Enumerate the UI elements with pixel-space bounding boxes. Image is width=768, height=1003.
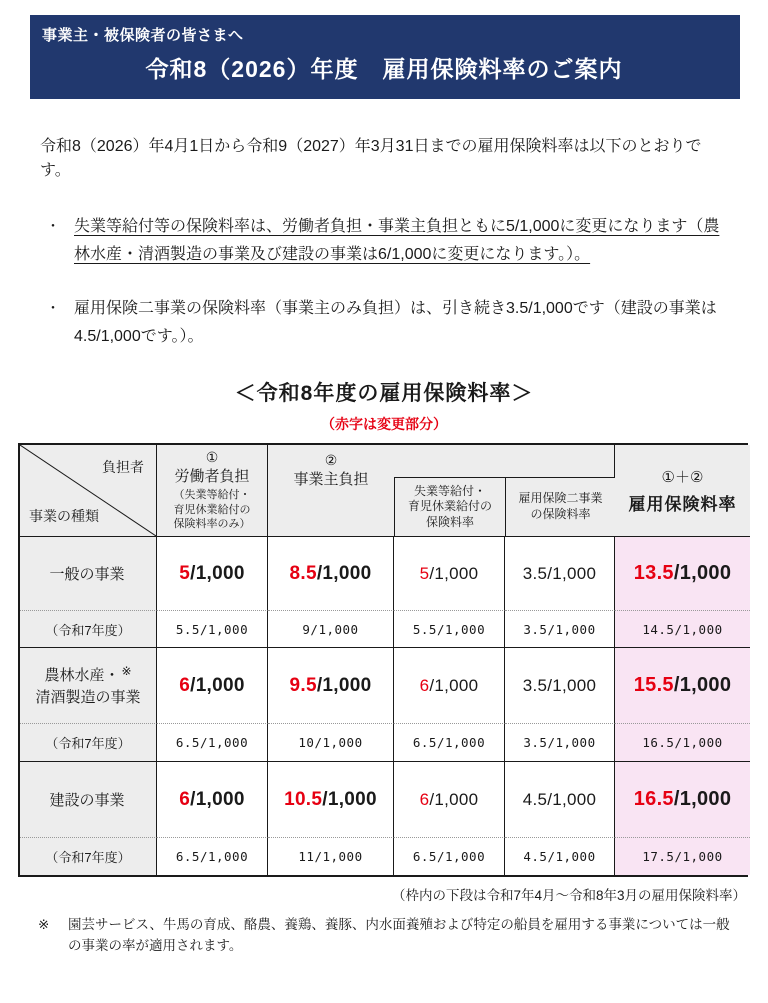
total-rate-cell [615,537,750,610]
corner-cell [20,445,157,537]
rate-numerator: 5 [419,563,430,583]
rate-denominator: /1,000 [673,788,732,811]
prev-year-label-cell: （令和7年度） [20,837,157,875]
row-label-construction [20,762,157,837]
subheader-line: 育児休業給付の [407,499,492,514]
rate-denominator: /1,000 [190,788,245,810]
two-services-rate-cell [505,648,615,723]
employer-rate-cell [268,648,394,723]
total-header-number: ①＋② [661,469,704,487]
rates-table [18,443,748,877]
worker-header-number: ① [205,449,219,466]
rate-denominator: /1,000 [673,562,732,585]
prev-total-rate-cell: 16.5/1,000 [615,723,750,762]
row-label-mark: ※ [121,663,132,678]
banner [30,15,740,99]
bullet-item [46,213,724,268]
employer-header-label: 事業主負担 [293,470,369,488]
rate-denominator: /1,000 [673,674,732,697]
bullet-marker: ・ [46,218,60,234]
benefits-rate-cell [394,648,505,723]
total-header-label: 雇用保険料率 [628,495,737,515]
subheader-line: 失業等給付・ [413,483,486,498]
prev-two-services-rate-cell: 4.5/1,000 [505,837,615,875]
prev-benefits-rate-cell: 5.5/1,000 [394,610,505,648]
rate-denominator: /1,000 [322,788,377,810]
worker-header-cell [157,445,268,537]
intro-paragraph: 令和8（2026）年4月1日から令和9（2027）年3月31日までの雇用保険料率は以下のとおりです。 [40,138,702,179]
prev-employer-rate-cell: 10/1,000 [268,723,394,762]
rate-denominator: /1,000 [316,562,372,584]
footnote-text: 園芸サービス、牛馬の育成、酪農、養鶏、養豚、内水面養殖および特定の船員を雇用する事業については一般の事業の率が適用されます。 [68,917,730,953]
prev-two-services-rate-cell: 3.5/1,000 [505,610,615,648]
prev-benefits-rate-cell: 6.5/1,000 [394,723,505,762]
total-rate-cell [615,762,750,837]
rate-denominator: /1,000 [429,563,479,583]
rate-numerator: 8.5 [289,562,317,584]
footnote-mark: ※ [38,917,50,933]
rate-value: 3.5/1,000 [522,563,597,583]
employer-header-text [268,452,394,489]
worker-header-note [174,488,251,532]
footnote [38,915,732,957]
worker-note-line: （失業等給付・ [173,489,251,502]
worker-note-line: 保険料率のみ） [173,518,251,531]
two-services-rate-cell [505,537,615,610]
employer-rate-cell [268,537,394,610]
corner-label-burden: 負担者 [102,459,144,476]
banner-eyebrow: 事業主・被保険者の皆さまへ [42,27,244,44]
subheader-line: 雇用保険二事業 [518,491,603,506]
prev-year-label-cell: （令和7年度） [20,723,157,762]
prev-employer-rate-cell: 11/1,000 [268,837,394,875]
rate-denominator: /1,000 [190,674,245,696]
subheader-line: 保険料率 [425,514,474,529]
subheader-line: の保険料率 [530,507,591,522]
rate-numerator: 5 [179,562,191,584]
rate-numerator: 15.5 [633,674,674,697]
rate-numerator: 6 [419,789,430,809]
prev-employer-rate-cell: 9/1,000 [268,610,394,648]
bullet-marker: ・ [46,300,60,317]
prev-total-rate-cell: 17.5/1,000 [615,837,750,875]
rate-numerator: 16.5 [633,788,674,811]
table-caption: （枠内の下段は令和7年4月～令和8年3月の雇用保険料率） [391,888,746,904]
bullet-list [46,213,724,350]
rate-numerator: 9.5 [289,674,317,696]
subheader-two-services-rate [505,477,615,536]
bullet-item [46,295,724,350]
employer-header-cell [268,445,615,537]
benefits-rate-cell [394,762,505,837]
prev-two-services-rate-cell: 3.5/1,000 [505,723,615,762]
rate-denominator: /1,000 [429,789,479,809]
prev-year-label-cell: （令和7年度） [20,610,157,648]
rate-value: 4.5/1,000 [522,789,597,809]
rate-numerator: 13.5 [633,562,674,585]
page [0,15,768,1003]
two-services-rate-cell [505,762,615,837]
prev-worker-rate-cell: 5.5/1,000 [157,610,268,648]
rate-denominator: /1,000 [316,674,372,696]
prev-worker-rate-cell: 6.5/1,000 [157,837,268,875]
total-header-cell [615,445,750,537]
benefits-rate-cell [394,537,505,610]
rate-denominator: /1,000 [190,562,245,584]
worker-note-line: 育児休業給付の [173,503,251,516]
bullet-text-rate-change: 失業等給付等の保険料率は、労働者負担・事業主負担ともに5/1,000に変更になります（農林水産・清酒製造の事業及び建設の事業は6/1,000に変更になります。）。 [74,218,720,263]
rate-numerator: 6 [419,675,430,695]
bullet-text-two-services: 雇用保険二事業の保険料率（事業主のみ負担）は、引き続き3.5/1,000です（建設の事業は4.5/1,000です。）。 [74,300,717,345]
rate-numerator: 6 [179,674,191,696]
prev-benefits-rate-cell: 6.5/1,000 [394,837,505,875]
worker-header-label: 労働者負担 [174,467,250,485]
employer-header-number: ② [324,452,338,469]
prev-total-rate-cell: 14.5/1,000 [615,610,750,648]
row-label-text: 農林水産・ [44,666,120,684]
employer-rate-cell [268,762,394,837]
section-red-note: （赤字は変更部分） [321,416,447,433]
corner-label-business-type: 事業の種類 [29,508,99,525]
rate-denominator: /1,000 [429,675,479,695]
rate-numerator: 10.5 [284,788,323,810]
section-title: ＜令和8年度の雇用保険料率＞ [234,382,534,406]
worker-rate-cell [157,762,268,837]
row-label-agriculture [20,648,157,723]
worker-rate-cell [157,648,268,723]
prev-worker-rate-cell: 6.5/1,000 [157,723,268,762]
banner-title: 令和8（2026）年度 雇用保険料率のご案内 [145,56,623,82]
subheader-benefits-rate [394,477,505,536]
row-label-text: 一般の事業 [49,565,125,583]
worker-rate-cell [157,537,268,610]
rate-numerator: 6 [179,788,191,810]
row-label-text: 建設の事業 [49,791,125,809]
row-label-general [20,537,157,610]
rate-value: 3.5/1,000 [522,675,597,695]
row-label-text2: 清酒製造の事業 [35,688,141,706]
total-rate-cell [615,648,750,723]
